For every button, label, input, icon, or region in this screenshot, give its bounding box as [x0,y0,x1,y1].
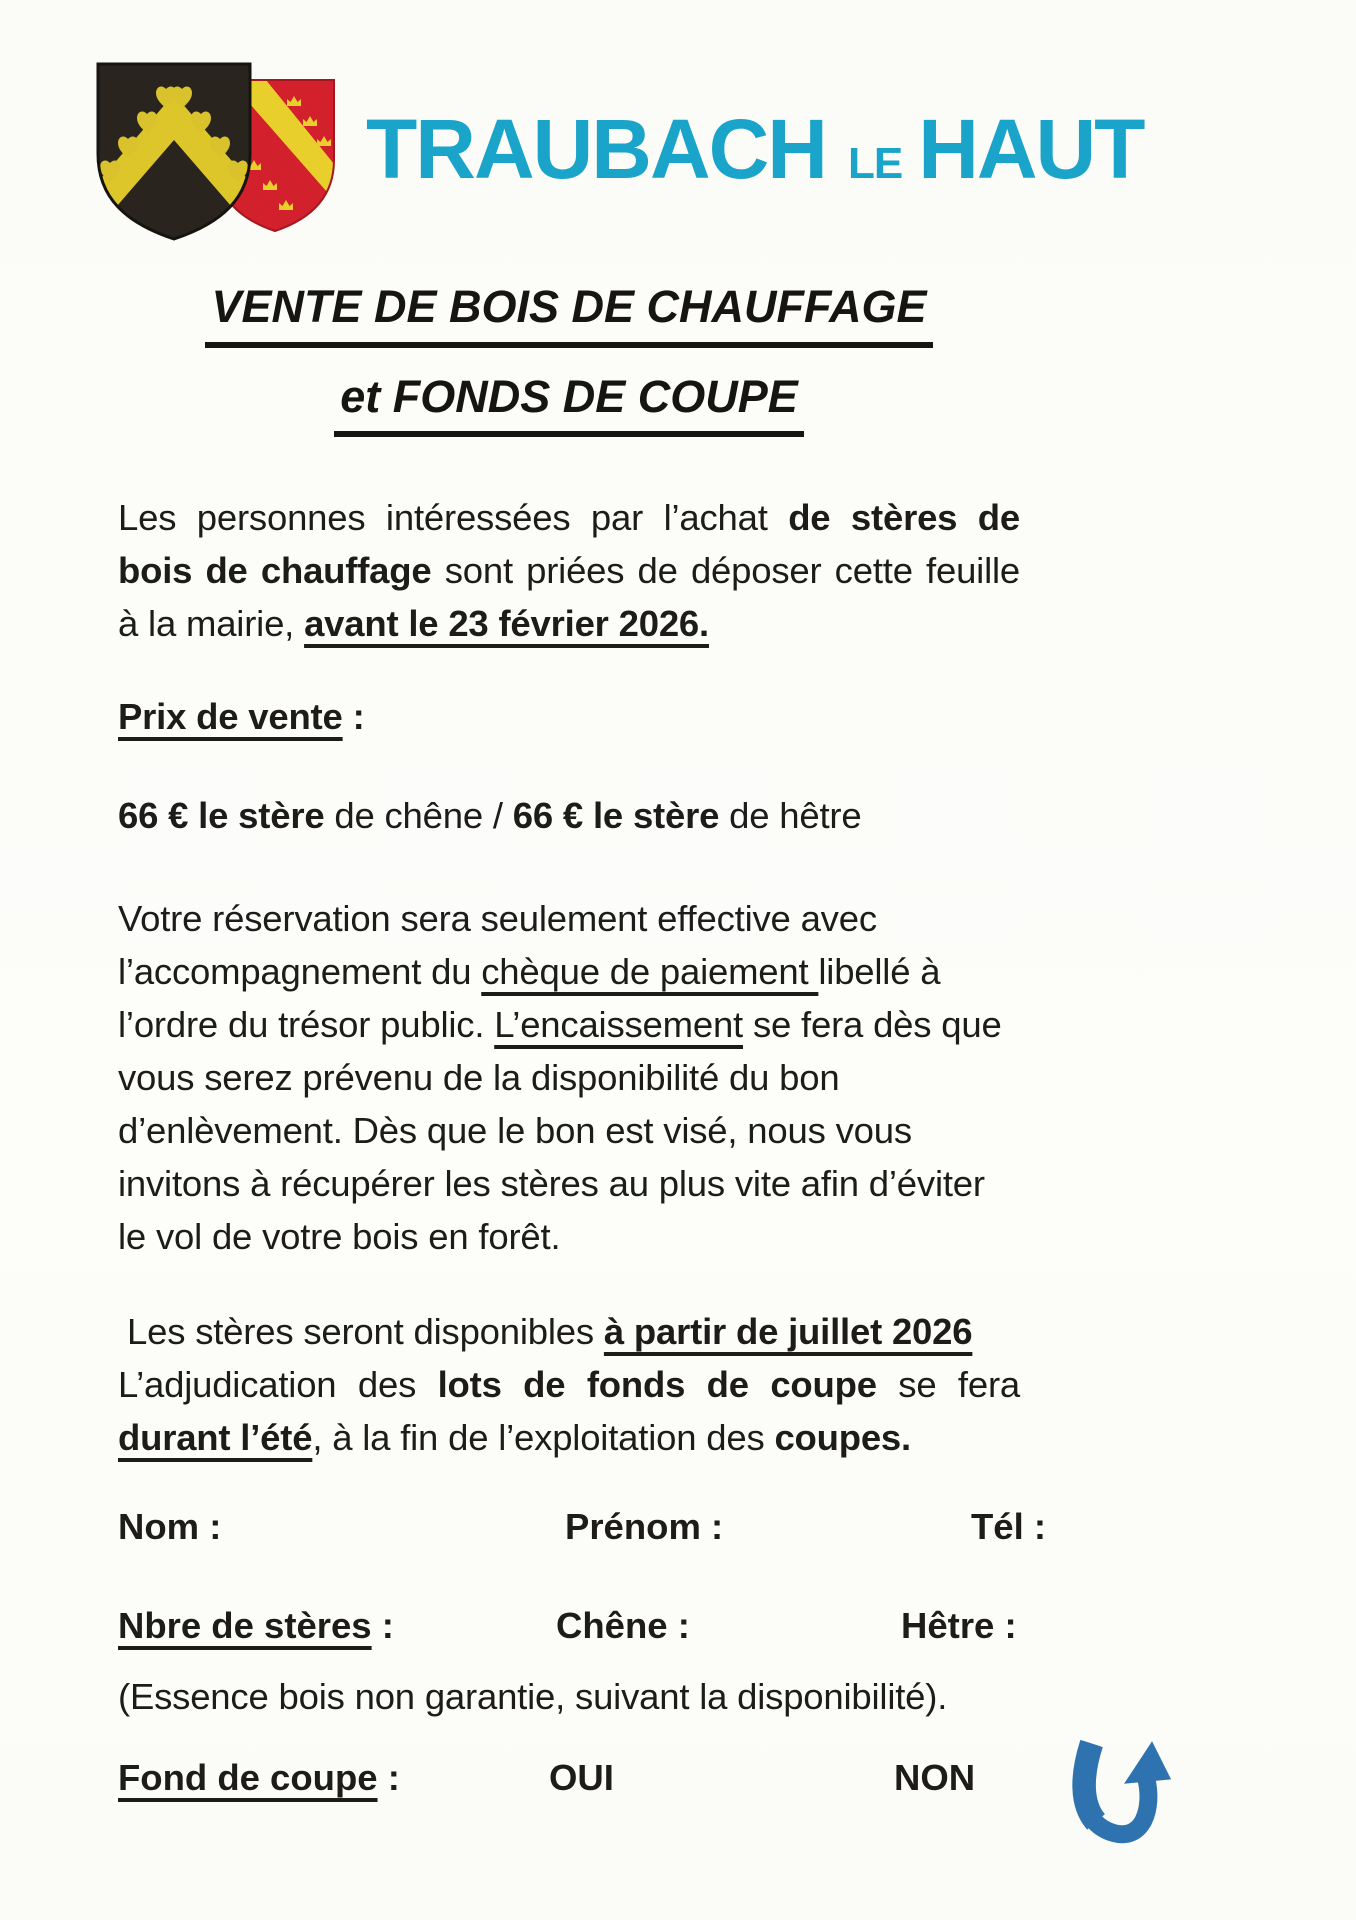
yes-option: OUI [549,1757,614,1798]
sub-title: et FONDS DE COUPE [334,372,804,438]
flyer-header [86,50,1144,248]
no-option: NON [894,1757,976,1798]
coat-of-arms-icon [86,50,348,248]
traubach-shield [98,64,250,239]
commune-name-end: HAUT [918,102,1144,196]
commune-name-main: TRAUBACH [366,102,826,196]
phone-label: Tél : [971,1506,1047,1547]
steres-count-label: Nbre de stères : [118,1605,394,1646]
intro-paragraph: Les personnes intéressées par l’achat de stères de bois de chauffage sont priées de déposer cette feuille à la mairie, avant le 23 février 2026. [118,497,1020,644]
flyer-content [118,0,1144,1804]
availability-paragraph: Les stères seront disponibles à partir de juillet 2026 L’adjudication des lots de fonds de coupe se fera durant l’été, à la fin de l’exploitation des coupes. [118,1311,1020,1458]
price-heading: Prix de vente : [118,696,365,737]
commune-name [366,102,1144,196]
form-row-identity [118,1500,1047,1553]
cutting-bottom-label: Fond de coupe : [118,1757,400,1798]
reservation-paragraph: Votre réservation sera seulement effective avec l’accompagnement du chèque de paiement libellé à l’ordre du trésor public. L’encaissement se fera dès que vous serez prévenu de la disponibilité du bon d’enlèvement. Dès que le bon est visé, nous vous invitons à récupérer les stères au plus vite afin d’éviter le vol de votre bois en forêt. [118,898,1002,1257]
beech-label: Hêtre : [901,1605,1017,1646]
form-row-steres [118,1599,1020,1652]
name-label: Nom : [118,1506,222,1547]
commune-name-article: LE [847,139,903,188]
species-note: (Essence bois non garantie, suivant la disponibilité). [118,1676,948,1717]
firstname-label: Prénom : [565,1506,724,1547]
u-turn-arrow-icon [1070,1739,1196,1851]
price-line: 66 € le stère de chêne / 66 € le stère de hêtre [118,795,862,836]
form-row-cutting [118,1751,1020,1804]
main-title: VENTE DE BOIS DE CHAUFFAGE [205,282,932,348]
oak-label: Chêne : [556,1605,690,1646]
